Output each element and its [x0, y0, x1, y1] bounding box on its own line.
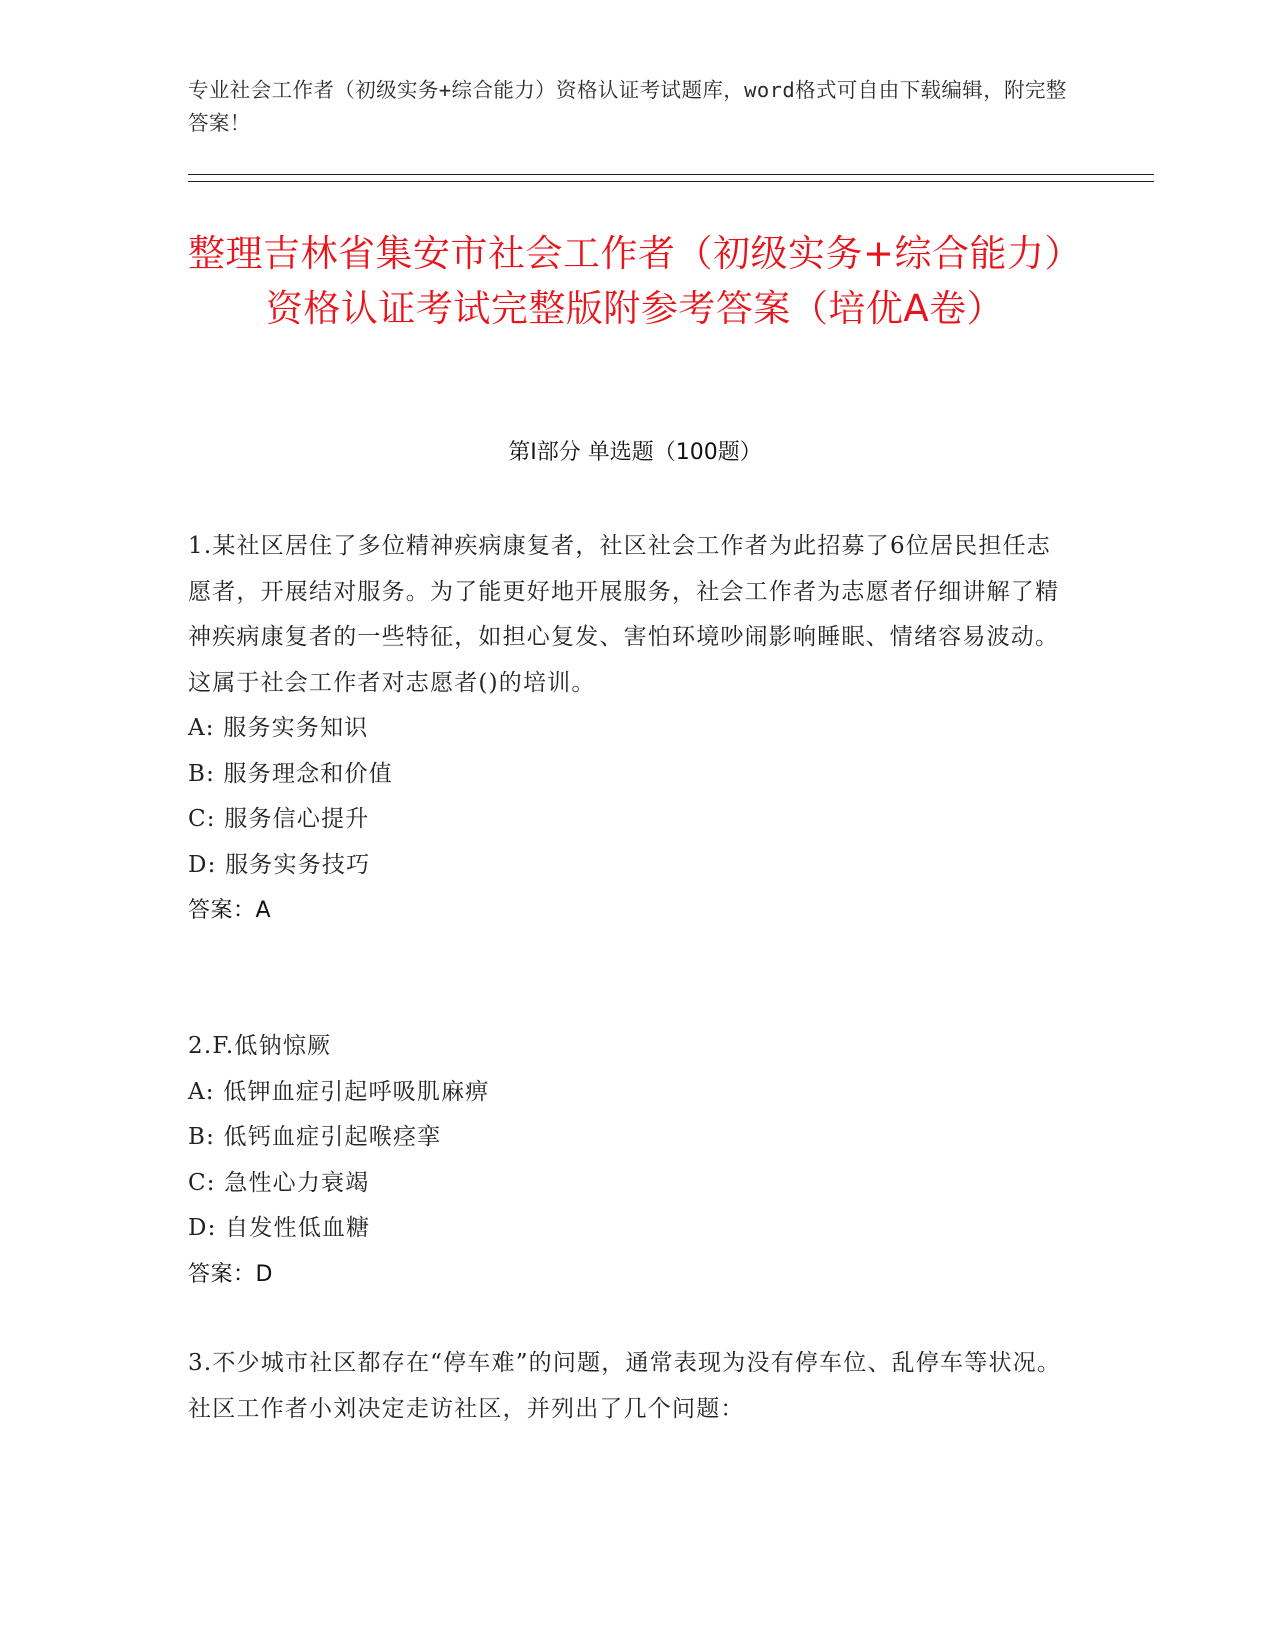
question-stem: 1.某社区居住了多位精神疾病康复者，社区社会工作者为此招募了6位居民担任志愿者，开展结对服务。为了能更好地开展服务，社会工作者为志愿者仔细讲解了精神疾病康复者的一些特征，如担心复发、害怕环境吵闹影响睡眠、情绪容易波动。这属于社会工作者对志愿者()的培训。 — [188, 533, 1060, 696]
header-note: 专业社会工作者（初级实务+综合能力）资格认证考试题库，word格式可自由下载编辑，附完整答案！ — [188, 78, 1067, 135]
option-d: D: 服务实务技巧 — [188, 851, 371, 878]
document-title: 整理吉林省集安市社会工作者（初级实务+综合能力）资格认证考试完整版附参考答案（培优A卷） — [188, 232, 1083, 330]
option-a: A: 服务实务知识 — [188, 715, 369, 741]
option-b: B: 服务理念和价值 — [188, 760, 393, 787]
option-c: C: 服务信心提升 — [188, 806, 370, 832]
section-heading: 第I部分 单选题（100题） — [508, 440, 762, 465]
question-stem: 2.F.低钠惊厥 — [188, 1033, 332, 1059]
question-1 — [188, 524, 1068, 934]
answer: 答案：A — [188, 898, 272, 923]
question-stem: 3.不少城市社区都存在“停车难”的问题，通常表现为没有停车位、乱停车等状况。社区工作者小刘决定走访社区，并列出了几个问题： — [188, 1350, 1062, 1422]
option-a: A: 低钾血症引起呼吸肌麻痹 — [188, 1078, 490, 1105]
answer: 答案：D — [188, 1261, 273, 1287]
option-b: B: 低钙血症引起喉痉挛 — [188, 1124, 442, 1150]
header-divider-bottom — [188, 181, 1154, 182]
question-2 — [188, 1024, 1068, 1297]
header-divider-top — [188, 174, 1154, 175]
question-3 — [188, 1341, 1068, 1432]
option-c: C: 急性心力衰竭 — [188, 1169, 370, 1196]
option-d: D: 自发性低血糖 — [188, 1215, 371, 1241]
